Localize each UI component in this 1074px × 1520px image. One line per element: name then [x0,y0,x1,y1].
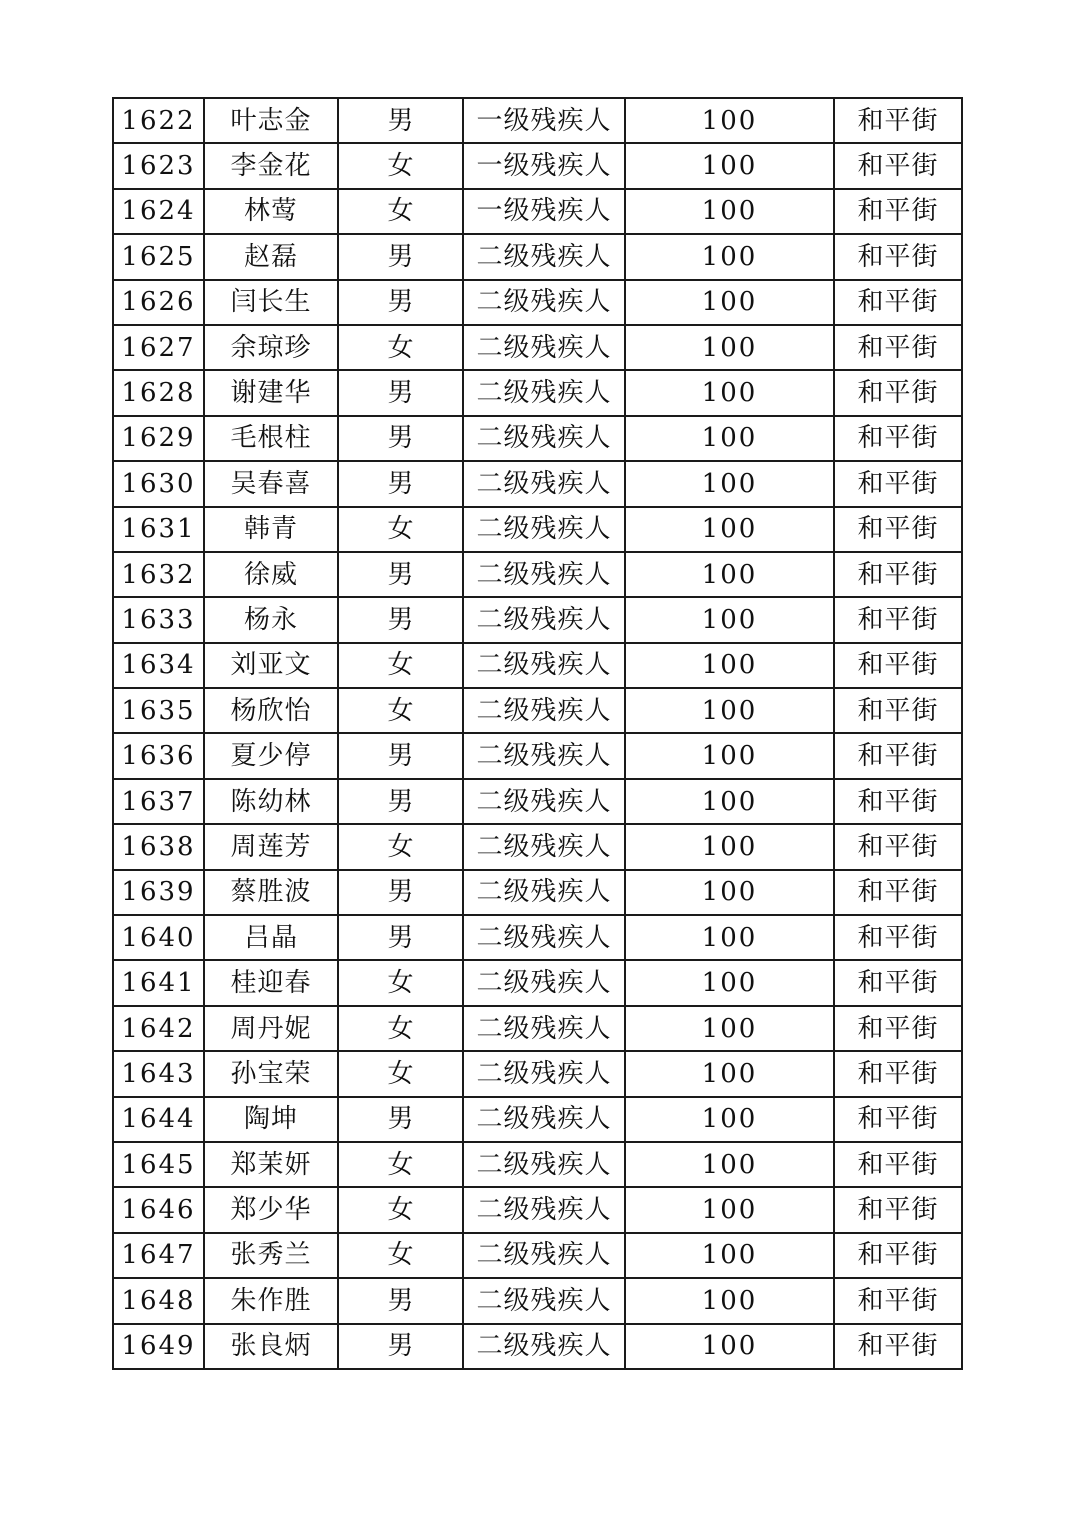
cell-name: 毛根柱 [204,416,338,461]
cell-number: 1626 [113,280,204,325]
table-row [113,1142,962,1187]
cell-number: 1627 [113,325,204,370]
cell-name: 张良炳 [204,1324,338,1369]
cell-number: 1639 [113,870,204,915]
cell-number: 1647 [113,1233,204,1278]
cell-street: 和平街 [834,416,962,461]
cell-street: 和平街 [834,98,962,143]
cell-disability-level: 二级残疾人 [463,461,625,506]
cell-name: 张秀兰 [204,1233,338,1278]
cell-disability-level: 二级残疾人 [463,507,625,552]
cell-amount: 100 [625,552,834,597]
cell-name: 朱作胜 [204,1278,338,1323]
cell-gender: 男 [338,870,463,915]
cell-amount: 100 [625,1278,834,1323]
cell-name: 蔡胜波 [204,870,338,915]
cell-name: 李金花 [204,143,338,188]
cell-number: 1637 [113,779,204,824]
cell-gender: 男 [338,779,463,824]
cell-amount: 100 [625,1187,834,1232]
cell-amount: 100 [625,1097,834,1142]
cell-street: 和平街 [834,552,962,597]
cell-amount: 100 [625,1233,834,1278]
cell-street: 和平街 [834,688,962,733]
cell-amount: 100 [625,370,834,415]
cell-amount: 100 [625,915,834,960]
cell-name: 谢建华 [204,370,338,415]
cell-gender: 女 [338,960,463,1005]
table-row [113,507,962,552]
roster-table-container [112,97,963,1370]
table-row [113,189,962,234]
cell-street: 和平街 [834,733,962,778]
cell-disability-level: 二级残疾人 [463,733,625,778]
cell-disability-level: 二级残疾人 [463,1324,625,1369]
cell-disability-level: 二级残疾人 [463,370,625,415]
cell-number: 1622 [113,98,204,143]
cell-disability-level: 二级残疾人 [463,824,625,869]
cell-disability-level: 二级残疾人 [463,1006,625,1051]
cell-street: 和平街 [834,370,962,415]
cell-name: 韩青 [204,507,338,552]
cell-number: 1632 [113,552,204,597]
cell-gender: 男 [338,733,463,778]
cell-disability-level: 二级残疾人 [463,915,625,960]
cell-number: 1649 [113,1324,204,1369]
cell-street: 和平街 [834,1006,962,1051]
cell-number: 1633 [113,597,204,642]
cell-street: 和平街 [834,643,962,688]
cell-gender: 女 [338,1233,463,1278]
table-row [113,98,962,143]
cell-name: 刘亚文 [204,643,338,688]
cell-gender: 男 [338,1278,463,1323]
cell-disability-level: 二级残疾人 [463,1233,625,1278]
cell-gender: 女 [338,688,463,733]
table-row [113,688,962,733]
table-row [113,1006,962,1051]
cell-amount: 100 [625,779,834,824]
cell-number: 1628 [113,370,204,415]
cell-disability-level: 二级残疾人 [463,960,625,1005]
cell-street: 和平街 [834,779,962,824]
table-row [113,1187,962,1232]
cell-number: 1645 [113,1142,204,1187]
cell-gender: 女 [338,189,463,234]
cell-disability-level: 二级残疾人 [463,416,625,461]
cell-number: 1642 [113,1006,204,1051]
cell-amount: 100 [625,98,834,143]
table-row [113,416,962,461]
cell-amount: 100 [625,870,834,915]
cell-number: 1646 [113,1187,204,1232]
cell-disability-level: 二级残疾人 [463,643,625,688]
cell-disability-level: 二级残疾人 [463,870,625,915]
cell-number: 1635 [113,688,204,733]
cell-gender: 男 [338,552,463,597]
cell-gender: 男 [338,915,463,960]
cell-street: 和平街 [834,280,962,325]
cell-number: 1636 [113,733,204,778]
table-row [113,1278,962,1323]
cell-gender: 男 [338,370,463,415]
cell-disability-level: 一级残疾人 [463,189,625,234]
cell-amount: 100 [625,325,834,370]
cell-number: 1648 [113,1278,204,1323]
cell-street: 和平街 [834,870,962,915]
cell-street: 和平街 [834,1142,962,1187]
cell-name: 周莲芳 [204,824,338,869]
cell-street: 和平街 [834,824,962,869]
cell-name: 林莺 [204,189,338,234]
table-row [113,325,962,370]
cell-gender: 女 [338,507,463,552]
cell-street: 和平街 [834,461,962,506]
cell-gender: 女 [338,325,463,370]
table-row [113,234,962,279]
cell-gender: 男 [338,1097,463,1142]
cell-gender: 女 [338,1006,463,1051]
cell-disability-level: 二级残疾人 [463,280,625,325]
cell-amount: 100 [625,461,834,506]
table-row [113,643,962,688]
cell-name: 吕晶 [204,915,338,960]
cell-street: 和平街 [834,1324,962,1369]
cell-amount: 100 [625,960,834,1005]
cell-gender: 男 [338,597,463,642]
cell-name: 杨永 [204,597,338,642]
cell-street: 和平街 [834,960,962,1005]
cell-gender: 男 [338,98,463,143]
cell-number: 1640 [113,915,204,960]
table-row [113,461,962,506]
cell-street: 和平街 [834,325,962,370]
cell-amount: 100 [625,688,834,733]
table-row [113,915,962,960]
cell-street: 和平街 [834,1051,962,1096]
cell-amount: 100 [625,597,834,642]
cell-street: 和平街 [834,1187,962,1232]
table-row [113,733,962,778]
table-row [113,1097,962,1142]
cell-disability-level: 二级残疾人 [463,1142,625,1187]
cell-name: 吴春喜 [204,461,338,506]
cell-amount: 100 [625,733,834,778]
cell-street: 和平街 [834,1278,962,1323]
cell-amount: 100 [625,1324,834,1369]
cell-amount: 100 [625,416,834,461]
cell-name: 余琼珍 [204,325,338,370]
roster-table-body [113,98,962,1369]
table-row [113,552,962,597]
cell-gender: 女 [338,643,463,688]
cell-gender: 男 [338,461,463,506]
cell-number: 1629 [113,416,204,461]
cell-gender: 女 [338,1051,463,1096]
cell-disability-level: 一级残疾人 [463,98,625,143]
cell-disability-level: 二级残疾人 [463,1051,625,1096]
table-row [113,370,962,415]
cell-number: 1623 [113,143,204,188]
cell-street: 和平街 [834,189,962,234]
cell-street: 和平街 [834,1233,962,1278]
cell-disability-level: 二级残疾人 [463,552,625,597]
cell-street: 和平街 [834,597,962,642]
cell-number: 1634 [113,643,204,688]
table-row [113,870,962,915]
cell-amount: 100 [625,234,834,279]
cell-amount: 100 [625,1051,834,1096]
cell-number: 1630 [113,461,204,506]
cell-gender: 男 [338,1324,463,1369]
cell-amount: 100 [625,1142,834,1187]
cell-name: 叶志金 [204,98,338,143]
cell-disability-level: 二级残疾人 [463,779,625,824]
cell-disability-level: 二级残疾人 [463,688,625,733]
cell-number: 1644 [113,1097,204,1142]
table-row [113,1324,962,1369]
table-row [113,1233,962,1278]
cell-street: 和平街 [834,1097,962,1142]
roster-table [112,97,963,1370]
cell-amount: 100 [625,1006,834,1051]
cell-disability-level: 二级残疾人 [463,1278,625,1323]
cell-gender: 女 [338,1187,463,1232]
table-row [113,597,962,642]
cell-gender: 男 [338,280,463,325]
cell-gender: 女 [338,1142,463,1187]
cell-name: 闫长生 [204,280,338,325]
cell-amount: 100 [625,507,834,552]
table-row [113,143,962,188]
table-row [113,1051,962,1096]
cell-number: 1641 [113,960,204,1005]
table-row [113,779,962,824]
cell-name: 杨欣怡 [204,688,338,733]
cell-amount: 100 [625,280,834,325]
cell-disability-level: 二级残疾人 [463,325,625,370]
cell-gender: 女 [338,143,463,188]
cell-street: 和平街 [834,143,962,188]
cell-disability-level: 二级残疾人 [463,1097,625,1142]
cell-name: 孙宝荣 [204,1051,338,1096]
cell-name: 郑少华 [204,1187,338,1232]
cell-disability-level: 二级残疾人 [463,597,625,642]
cell-street: 和平街 [834,507,962,552]
cell-name: 桂迎春 [204,960,338,1005]
cell-name: 陶坤 [204,1097,338,1142]
cell-number: 1625 [113,234,204,279]
cell-name: 夏少停 [204,733,338,778]
cell-amount: 100 [625,824,834,869]
table-row [113,280,962,325]
cell-amount: 100 [625,143,834,188]
cell-amount: 100 [625,189,834,234]
cell-disability-level: 二级残疾人 [463,1187,625,1232]
table-row [113,960,962,1005]
cell-street: 和平街 [834,915,962,960]
cell-gender: 女 [338,824,463,869]
cell-number: 1624 [113,189,204,234]
cell-amount: 100 [625,643,834,688]
cell-number: 1638 [113,824,204,869]
cell-name: 周丹妮 [204,1006,338,1051]
cell-gender: 男 [338,416,463,461]
cell-gender: 男 [338,234,463,279]
cell-name: 徐威 [204,552,338,597]
cell-name: 陈幼林 [204,779,338,824]
table-row [113,824,962,869]
cell-name: 赵磊 [204,234,338,279]
cell-disability-level: 一级残疾人 [463,143,625,188]
cell-name: 郑茉妍 [204,1142,338,1187]
cell-disability-level: 二级残疾人 [463,234,625,279]
cell-number: 1643 [113,1051,204,1096]
cell-number: 1631 [113,507,204,552]
cell-street: 和平街 [834,234,962,279]
